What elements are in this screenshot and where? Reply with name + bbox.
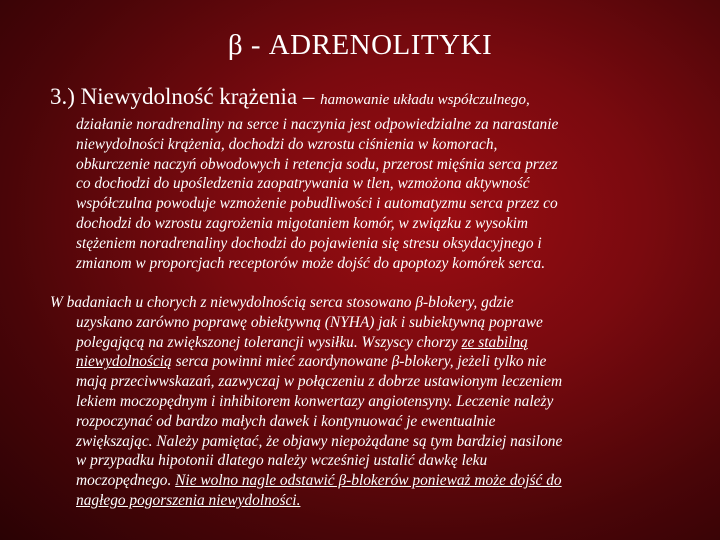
text-line: współczulna powoduje wzmożenie pobudliwości i automatyzmu serca przez co (76, 195, 558, 213)
text-line (50, 352, 562, 372)
text-line (50, 491, 562, 511)
text-line: w przypadku hipotonii dlatego należy wcześniej ustalić dawkę leku (76, 452, 488, 470)
text-line: W badaniach u chorych z niewydolnością serca stosowano β-blokery, gdzie (50, 294, 514, 311)
text-line: uzyskano zarówno poprawę obiektywną (NYHA) jak i subiektywną poprawe (76, 313, 543, 331)
text-line (50, 333, 562, 353)
text-line: zwiększając. Należy pamiętać, że objawy niepożądane są tym bardziej nasilone (76, 432, 563, 450)
underlined-text: niewydolnością (76, 353, 172, 371)
text-line: stężeniem noradrenaliny dochodzi do pojawienia się stresu oksydacyjnego i (76, 234, 542, 252)
text-run: polegającą na zwiększonej tolerancji wysiłku. Wszyscy chorzy (76, 333, 462, 351)
text-line: zmianom w proporcjach receptorów może dojść do apoptozy komórek serca. (76, 254, 546, 272)
section-heading-tail: hamowanie układu współczulnego, (320, 92, 530, 108)
paragraph-mechanism (76, 115, 558, 273)
section-heading-main: 3.) Niewydolność krążenia – (50, 84, 321, 109)
text-line: działanie noradrenaliny na serce i naczynia jest odpowiedzialne za narastanie (76, 116, 559, 133)
slide-title: β - ADRENOLITYKI (227, 29, 493, 61)
underlined-text: Nie wolno nagle odstawić β-blokerów ponieważ może dojść do (175, 472, 562, 490)
paragraph-studies (50, 293, 562, 511)
section-heading (50, 84, 530, 110)
text-line: niewydolności krążenia, dochodzi do wzrostu ciśnienia w komorach, (76, 135, 498, 153)
text-line: dochodzi do wzrostu zagrożenia migotaniem komór, w związku z wysokim (76, 214, 529, 232)
text-run: serca powinni mieć zaordynowane β-blokery, jeżeli tylko nie (171, 353, 547, 371)
text-line: rozpoczynać od bardzo małych dawek i kontynuować je ewentualnie (76, 412, 496, 430)
underlined-text: nagłego pogorszenia niewydolności. (76, 491, 301, 509)
text-line: obkurczenie naczyń obwodowych i retencja sodu, przerost mięśnia serca przez (76, 155, 558, 173)
text-line: mają przeciwwskazań, zazwyczaj w połączeniu z dobrze ustawionym leczeniem (76, 373, 563, 391)
text-line: lekiem moczopędnym i inhibitorem konwertazy angiotensyny. Leczenie należy (76, 392, 554, 410)
text-line (50, 471, 562, 491)
text-line: co dochodzi do upośledzenia zaopatrywania w tlen, wzmożona aktywność (76, 175, 530, 193)
text-run: moczopędnego. (76, 472, 176, 490)
underlined-text: ze stabilną (461, 333, 528, 351)
